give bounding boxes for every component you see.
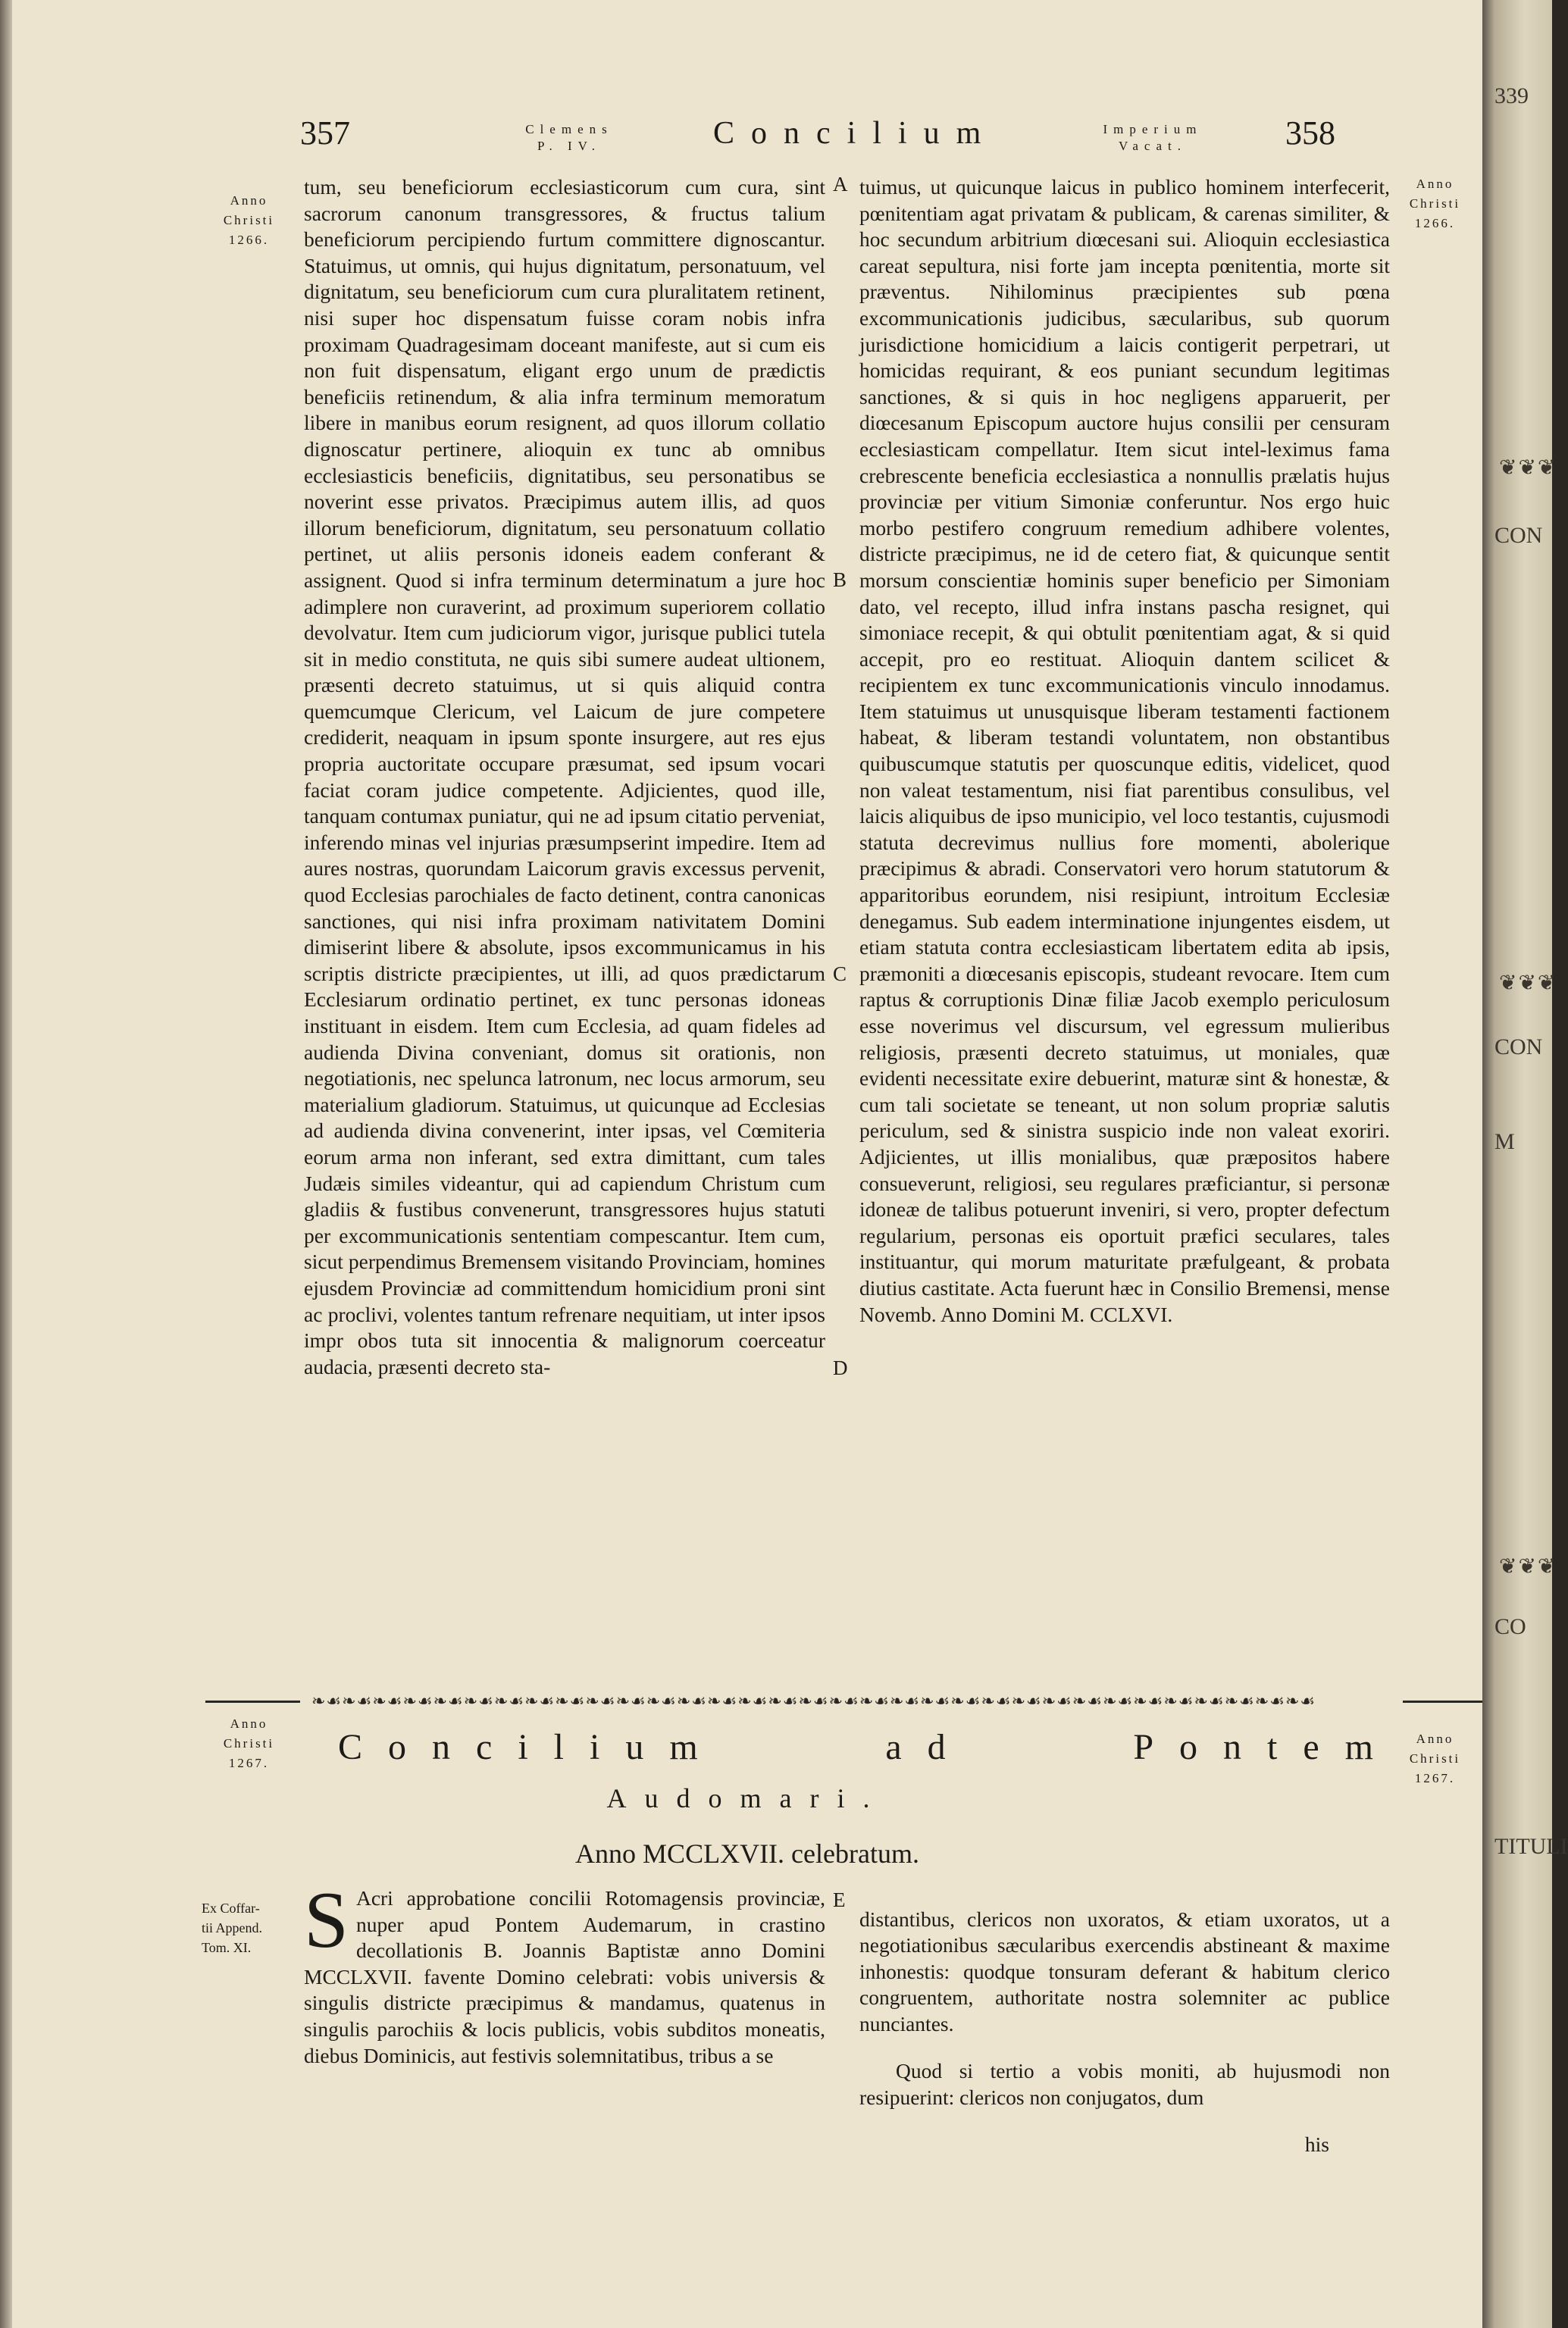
- next-page-curl: [1482, 0, 1568, 2328]
- bottom-column-right: [859, 1885, 1390, 2156]
- author-line-2: P. IV.: [537, 139, 602, 153]
- catchword: his: [1304, 2132, 1329, 2156]
- margin-year-top-right: Anno Christi 1266.: [1409, 177, 1461, 230]
- imperium-line-2: Vacat.: [1118, 139, 1187, 153]
- drop-cap: S: [304, 1876, 349, 1964]
- section-letter-d: D: [833, 1356, 848, 1379]
- book-page: [12, 0, 1482, 2328]
- margin-source-note: Ex Coffar- tii Append. Tom. XI.: [202, 1901, 262, 1955]
- bottom-left-text: Acri approbatione concilii Rotomagensis provinciæ, nuper apud Pontem Audemarum, in crastino decollationis B. Joannis Baptistæ anno Domini MCCLXVII. favente Domino celebrati: vobis universis & singulis districte præcipimus & mandamus, quatenus in singulis parochiis & locis publicis, vobis subditos moneatis, diebus Dominicis, aut festivis solemnitatibus, tribus a se: [304, 1886, 825, 2067]
- next-page-tituli: TITULI: [1494, 1834, 1568, 1859]
- margin-year-bottom-left: Anno Christi 1267.: [223, 1716, 275, 1770]
- bottom-right-text-2: Quod si tertio a vobis moniti, ab hujusmodi non resipuerint: clericos non conjugatos, dum: [859, 2058, 1390, 2109]
- council-subtitle: Audomari.: [606, 1783, 888, 1813]
- column-right: [859, 174, 1390, 1660]
- rule-left: [205, 1701, 300, 1703]
- section-letter-b: B: [833, 568, 847, 591]
- margin-year-bottom-right: Anno Christi 1267.: [1409, 1732, 1461, 1785]
- running-title: Concilium: [713, 116, 998, 151]
- ornament-band: ❧☙❧☙❧☙❧☙❧☙❧☙❧☙❧☙❧☙❧☙❧☙❧☙❧☙❧☙❧☙❧☙❧☙❧☙❧☙❧☙❧☙❧☙❧☙❧☙❧☙❧☙❧☙❧☙❧☙❧☙❧☙❧☙❧☙: [311, 1691, 1316, 1710]
- running-author: [497, 121, 641, 174]
- rule-right: [1403, 1701, 1482, 1703]
- next-page-number: 339: [1494, 83, 1529, 108]
- author-line-1: Clemens: [525, 122, 613, 136]
- page-number-left: 357: [300, 114, 350, 152]
- section-letter-a: A: [833, 173, 848, 196]
- column-right-text: tuimus, ut quicunque laicus in publico hominem interfecerit, pœnitentiam agat privatam & publicam, & carenas similiter, & hoc secundum arbitrium diœcesani sui. Alioquin ecclesiastica careat sepultura, nisi forte jam incepta pœnitentia, morte sit præventus. Nihilominus præcipientes sub pœna excommunicationis judicibus, sæcularibus, sub quorum jurisdictione homicidium a laicis contigerit perpetrari, ut homicidas requirant, & eos puniant secundum legitimas sanctiones, & si quis in hoc negligens apparuerit, per diœcesanum Episcopum auctore hujus consilii per censuram ecclesiasticam compellatur. Item sicut intel-leximus fama crebrescente beneficia ecclesiastica a nonnullis prælatis hujus provinciæ per vitium Simoniæ conferuntur. Nos ergo huic morbo pestifero congruum remedium adhibere volentes, districte præcipimus, ne id de cetero fiat, & quicunque sentit morsum conscientiæ hominis super beneficio per Simoniam dato, vel recepto, illud infra instans pascha resignet, qui simoniace recepit, & qui obtulit pœnitentiam agat, & si quid accepit, pro eo restituat. Alioquin dantem scilicet & recipientem ex tunc excommunicationis vinculo innodamus. Item statuimus ut unusquisque liberam testamenti factionem habeat, & liberam testandi voluntatem, non obstantibus quibuscumque statutis per quoscunque editis, videlicet, quod non valeat testamentum, nisi fiat parentibus consulibus, vel laicis aliquibus de ipso municipio, vel loco testantis, cujusmodi statuta decrevimus nullius fore momenti, abolerique præcipimus & abradi. Conservatori vero horum statutorum & apparitoribus eorundem, nisi resipiunt, introitum Ecclesiæ denegamus. Sub eadem interminatione injungentes eisdem, ut etiam statuta contra ecclesiasticam libertatem edita ab ipsis, præmoniti a diœcesanis episcopis, studeant revocare. Item cum raptus & corruptionis Dinæ filiæ Jacob exemplo periculosum esse noverimus vel discursum, vel egressum mulieribus religiosis, præsenti decreto statuimus, ut moniales, quæ evidenti necessitate exire debuerint, maturæ sint & honestæ, & cum tali societate se teneant, ut non solum propriæ salutis periculum, sed & sinistra suspicio inde non valeat exoriri. Adjicientes, ut illis monialibus, quæ præpositos habere consueverunt, religiosi, seu regulares præficiantur, si personæ idoneæ de talibus potuerunt inveniri, si vero, propter defectum regularium, personas eis oportuit præfici seculares, tales instituantur, qui morum maturitate præfulgeant, & probata diutius castitate. Acta fuerunt hæc in Consilio Bremensi, mense Novemb. Anno Domini M. CCLXVI.: [859, 175, 1390, 1326]
- column-left-text: tum, seu beneficiorum ecclesiasticorum cum cura, sint sacrorum canonum transgressores, & fructus talium beneficiorum percipiendo furtum committere dignoscantur. Statuimus, ut omnis, qui hujus dignitatum, personatuum, vel dignitatum, seu beneficiorum cum cura pluralitatem retinent, nisi super hoc dispensatum fuisse coram nobis infra proximam Quadragesimam doceant manifeste, aut si cum eis non fuit dispensatum, eligant ergo unum de prædictis beneficiis retinendum, & alia infra terminum memoratum libere in manibus eorum resignent, ad quos illorum collatio dignoscatur pertinere, alioquin ex tunc ab omnibus ecclesiasticis beneficiis, dignitatibus, seu personatibus se noverint esse privatos. Præcipimus autem illis, ad quos illorum beneficiorum, dignitatum, seu personatuum collatio pertinet, ut aliis personis idoneis eadem conferant & assignent. Quod si infra terminum determinatum a jure hoc adimplere non curaverint, ad proximum superiorem collatio devolvatur. Item cum judiciorum vigor, jurisque publici tutela sit in medio constituta, ne quis sibi sumere audeat ultionem, præsenti decreto statuimus, ut si quis aliquid contra quemcumque Clericum, vel Laicum de jure competere crediderit, neaquam in ipsum sponte insurgere, aut res ejus propria auctoritate occupare præsumat, sed ipsum vocari faciat coram judice competente. Adjicientes, quod ille, tanquam contumax puniatur, qui ne ad ipsum citatio perveniat, inferendo minas vel injurias præsumpserint impedire. Item ad aures nostras, quorundam Laicorum gravis excessus pervenit, quod Ecclesias parochiales de facto detinent, contra canonicas sanctiones, qui nisi infra proximam nativitatem Domini dimiserint libere & absolute, ipsos excommunicamus in his scriptis districte præcipientes, ut illi, ad quos prædictarum Ecclesiarum ordinatio pertinet, ex tunc personas idoneas instituant in eisdem. Item cum Ecclesia, ad quam fideles ad audienda Divina conveniant, domus sit orationis, non negotiationis, nec spelunca latronum, nec locus armorum, seu materialium gladiorum. Statuimus, ut quicunque ad Ecclesias ad audienda divina convenerint, inter ipsas, vel Cœmiteria eorum arma non inferant, sed extra dimittant, cum tales Judæis similes videantur, qui ad capiendum Christum cum gladiis & fustibus convenerunt, transgressores hujus statuti per excommunicationis sententiam compescantur. Item cum, sicut perpendimus Bremensem visitando Provinciam, homines ejusdem Provinciæ ad committendum homicidium proni sint ac proclivi, volentes tantum refrenare nequitiam, ut inter ipsos impr obos tuta sit innocentia & malignorum coerceatur audacia, præsenti decreto sta-: [304, 175, 825, 1378]
- running-imperium: [1088, 121, 1217, 174]
- section-letter-e: E: [833, 1888, 846, 1911]
- column-left: [304, 174, 825, 1660]
- imperium-line-1: Imperium: [1103, 122, 1203, 136]
- bottom-right-text-1: distantibus, clericos non uxoratos, & etiam uxoratos, ut a negotiationibus sæcularibus exercendis abstineant & maxime inhonestis: quodque tonsuram deferant & habitum clerico congruentem, authoritate nostra solemniter ac publice nunciantes.: [859, 1907, 1390, 2035]
- next-page-heading-3: CO: [1494, 1614, 1526, 1639]
- page-number-right: 358: [1285, 114, 1335, 152]
- next-page-ornament-1: ❦❦❦: [1499, 456, 1557, 480]
- council-date: Anno MCCLXVII. celebratum.: [575, 1838, 919, 1869]
- section-letter-c: C: [833, 962, 847, 985]
- council-title: Concilium ad Pontem: [338, 1727, 1399, 1767]
- bottom-column-left: [304, 1876, 825, 2105]
- next-page-ornament-3: ❦❦❦: [1499, 1555, 1557, 1579]
- left-page-edge: [0, 0, 12, 2328]
- next-page-heading-2: CON: [1494, 1034, 1543, 1059]
- next-page-letter: M: [1494, 1129, 1515, 1154]
- margin-year-top-left: Anno Christi 1266.: [223, 193, 275, 247]
- next-page-heading-1: CON: [1494, 523, 1543, 548]
- next-page-ornament-2: ❦❦❦: [1499, 972, 1557, 995]
